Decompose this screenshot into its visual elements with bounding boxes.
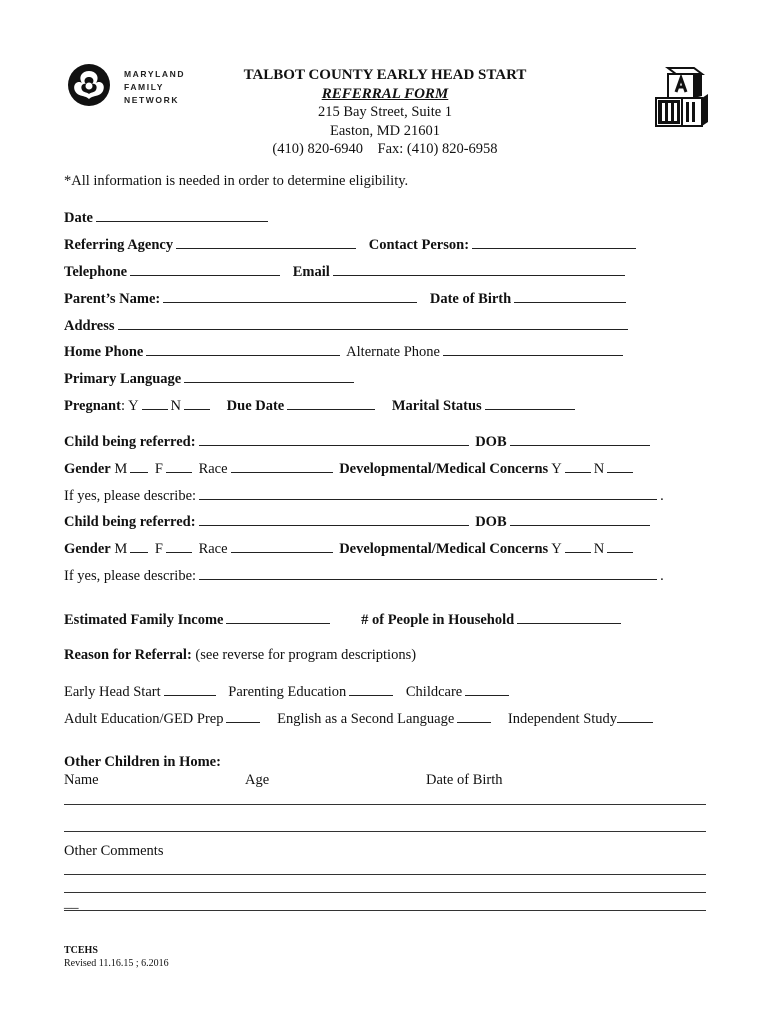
parents-name-field[interactable] [163, 288, 417, 303]
child-1-concerns-label: Developmental/Medical Concerns [339, 461, 549, 477]
referring-agency-field[interactable] [176, 234, 356, 249]
child-2-dob-label: DOB [475, 514, 507, 530]
address-row [64, 315, 631, 335]
other-children-title: Other Children in Home: [64, 754, 221, 770]
pregnant-colon: : [120, 398, 125, 414]
child-2-label: Child being referred: [64, 514, 196, 530]
comments-line-prefix: __ [64, 895, 79, 911]
child-1-dob-field[interactable] [510, 431, 650, 446]
pregnant-yes-field[interactable] [142, 395, 168, 410]
child-2-f-label: F [154, 541, 163, 557]
email-label: Email [292, 264, 330, 280]
child-1-row [64, 431, 653, 451]
telephone-label: Telephone [64, 264, 128, 280]
child-2-name-field[interactable] [199, 511, 469, 526]
telephone-email-row [64, 261, 628, 281]
phone-row [64, 341, 626, 361]
child-2-row [64, 511, 653, 531]
primary-language-row [64, 368, 357, 388]
reason-label: Reason for Referral: [64, 647, 192, 663]
organization-title: TALBOT COUNTY EARLY HEAD START [243, 67, 527, 83]
pregnant-label: Pregnant [64, 398, 121, 414]
primary-language-label: Primary Language [64, 371, 182, 387]
parenting-education-field[interactable] [349, 681, 393, 696]
pregnant-no-field[interactable] [184, 395, 210, 410]
independent-study-field[interactable] [617, 708, 653, 723]
footer-code: TCEHS [64, 945, 98, 956]
referring-agency-row [64, 234, 639, 254]
child-2-describe-label: If yes, please describe: [64, 568, 197, 584]
income-field[interactable] [226, 609, 330, 624]
child-2-concerns-n-field[interactable] [607, 538, 633, 553]
child-1-race-field[interactable] [231, 458, 333, 473]
program-childcare: Childcare [405, 684, 463, 700]
child-2-dob-field[interactable] [510, 511, 650, 526]
income-label: Estimated Family Income [64, 612, 224, 628]
footer [64, 944, 169, 970]
pregnant-no-label: N [170, 398, 182, 414]
child-2-race-label: Race [198, 541, 228, 557]
due-date-field[interactable] [287, 395, 375, 410]
program-adult-education: Adult Education/GED Prep [64, 711, 224, 727]
address-label: Address [64, 318, 115, 334]
child-1-m-label: M [114, 461, 128, 477]
date-row [64, 207, 271, 227]
reason-note: (see reverse for program descriptions) [191, 647, 417, 663]
child-1-gender-label: Gender [64, 461, 111, 477]
child-1-describe-row [64, 485, 664, 505]
date-label: Date [64, 210, 93, 226]
other-children-line-2[interactable] [64, 831, 706, 832]
child-1-concerns-y-label: Y [551, 461, 562, 477]
parents-name-label: Parent’s Name: [64, 291, 161, 307]
comments-line-2[interactable] [64, 892, 706, 893]
child-2-concerns-y-label: Y [551, 541, 562, 557]
child-2-gender-row [64, 538, 636, 558]
logo-line-2: FAMILY [124, 82, 164, 92]
blocks-icon [654, 64, 710, 130]
child-1-describe-label: If yes, please describe: [64, 488, 197, 504]
other-children-line-1[interactable] [64, 804, 706, 805]
due-date-label: Due Date [226, 398, 285, 414]
phone-fax: (410) 820-6940 Fax: (410) 820-6958 [272, 141, 498, 157]
other-comments-label: Other Comments [64, 843, 164, 859]
child-2-describe-period: . [660, 568, 664, 584]
household-people-field[interactable] [517, 609, 621, 624]
other-children-col-age: Age [245, 772, 270, 788]
child-1-m-field[interactable] [130, 458, 148, 473]
building-blocks-logo [654, 64, 710, 130]
child-2-m-label: M [114, 541, 128, 557]
email-field[interactable] [333, 261, 625, 276]
childcare-field[interactable] [465, 681, 509, 696]
child-1-describe-period: . [660, 488, 664, 504]
primary-language-field[interactable] [184, 368, 354, 383]
child-2-describe-row [64, 565, 664, 585]
footer-revised: Revised 11.16.15 ; 6.2016 [64, 958, 169, 969]
programs-row-1 [64, 681, 512, 701]
pregnant-yes-label: Y [128, 398, 139, 414]
contact-person-label: Contact Person: [368, 237, 470, 253]
child-2-race-field[interactable] [231, 538, 333, 553]
child-2-concerns-n-label: N [593, 541, 605, 557]
home-phone-label: Home Phone [64, 344, 144, 360]
child-2-m-field[interactable] [130, 538, 148, 553]
comments-line-1[interactable] [64, 874, 706, 875]
child-2-gender-label: Gender [64, 541, 111, 557]
logo-wordmark [124, 68, 185, 107]
program-early-head-start: Early Head Start [64, 684, 161, 700]
child-1-gender-row [64, 458, 636, 478]
heart-flower-icon [66, 62, 112, 108]
programs-row-2 [64, 708, 656, 728]
child-2-f-field[interactable] [166, 538, 192, 553]
program-esl: English as a Second Language [277, 711, 455, 727]
alternate-phone-label: Alternate Phone [346, 344, 440, 360]
child-1-concerns-n-field[interactable] [607, 458, 633, 473]
alternate-phone-field[interactable] [443, 341, 623, 356]
child-1-f-field[interactable] [166, 458, 192, 473]
telephone-field[interactable] [130, 261, 280, 276]
child-1-concerns-n-label: N [593, 461, 605, 477]
marital-status-field[interactable] [485, 395, 575, 410]
eligibility-note: *All information is needed in order to determine eligibility. [64, 173, 409, 189]
child-1-dob-label: DOB [475, 434, 507, 450]
child-1-f-label: F [154, 461, 163, 477]
program-parenting-education: Parenting Education [228, 684, 347, 700]
home-phone-field[interactable] [146, 341, 340, 356]
parent-name-row [64, 288, 629, 308]
parent-dob-label: Date of Birth [429, 291, 512, 307]
reason-row [64, 645, 416, 665]
early-head-start-field[interactable] [164, 681, 216, 696]
contact-person-field[interactable] [472, 234, 636, 249]
form-title: REFERRAL FORM [321, 85, 449, 102]
child-2-concerns-y-field[interactable] [565, 538, 591, 553]
child-1-label: Child being referred: [64, 434, 196, 450]
other-children-col-name: Name [64, 772, 99, 788]
other-children-col-dob: Date of Birth [426, 772, 503, 788]
child-1-concerns-y-field[interactable] [565, 458, 591, 473]
household-people-label: # of People in Household [361, 612, 515, 628]
child-2-concerns-label: Developmental/Medical Concerns [339, 541, 549, 557]
city-address: Easton, MD 21601 [330, 122, 440, 139]
date-field[interactable] [96, 207, 268, 222]
child-1-describe-field[interactable] [199, 485, 657, 500]
adult-education-field[interactable] [226, 708, 260, 723]
child-1-name-field[interactable] [199, 431, 469, 446]
address-field[interactable] [118, 315, 628, 330]
marital-status-label: Marital Status [391, 398, 482, 414]
pregnancy-row [64, 395, 578, 415]
form-header [200, 66, 570, 159]
parent-dob-field[interactable] [514, 288, 626, 303]
street-address: 215 Bay Street, Suite 1 [317, 104, 453, 120]
household-row [64, 609, 624, 629]
logo-line-3: NETWORK [124, 95, 180, 105]
logo-line-1: MARYLAND [124, 69, 186, 79]
child-2-describe-field[interactable] [199, 565, 657, 580]
esl-field[interactable] [457, 708, 491, 723]
referring-agency-label: Referring Agency [64, 237, 174, 253]
child-1-race-label: Race [198, 461, 228, 477]
program-independent-study: Independent Study [507, 711, 618, 727]
maryland-family-network-logo [66, 62, 196, 114]
comments-line-3[interactable] [64, 910, 706, 911]
